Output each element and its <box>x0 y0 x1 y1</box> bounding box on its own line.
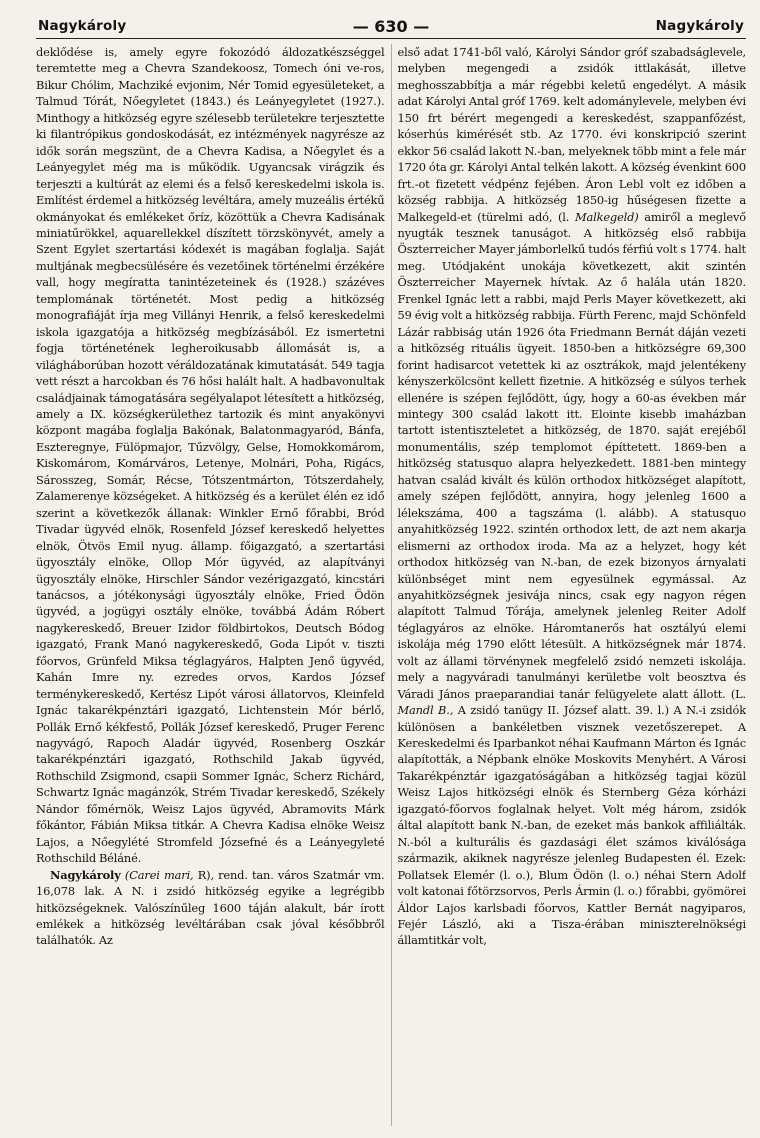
two-column-body <box>36 44 746 1126</box>
page-number: — 630 — <box>352 17 430 36</box>
right-column <box>391 44 747 1126</box>
right-italic-ref-1: Malkegeld) <box>574 209 639 224</box>
right-paragraph <box>398 44 747 949</box>
entry-alias: (Carei mari, <box>124 867 194 882</box>
right-italic-ref-2: Mandl B., <box>397 703 454 718</box>
right-text-part-1: első adat 1741-ből való, Károlyi Sándor gróf szabadságlevele, melyben megengedi a zsidók ittlakását, illetve meghosszabbítja a már régebbi keletű engedélyt. A másik adat Károlyi Antal gróf 1769. kelt adománylevele, melyben évi 150 frt bérért megengedi a kereskedést, szappanfőzést, kóserhús kimérését stb. Az 1770. évi konskripció szerint ekkor 56 család lakott N.-ban, melyeknek több mint a fele már 1720 óta gr. Károlyi Antal telkén lakott. A község évenkint 600 frt.-ot fizetett védpénz fejében. Áron Lebl volt ez időben a község rabbija. A hitközség 1850-ig hűségesen fizette a Malkegeld-et (türelmi adó, (l. <box>397 45 746 224</box>
left-paragraph-continued: deklődése is, amely egyre fokozódó áldozatkészséggel teremtette meg a Chevra Szandekoosz, Tomech óni ve-ros, Bikur Chólim, Machziké evjonim, Nér Tomid egyesületeket, a Talmud Tórát, Nőegyletet (1843.) és Leányegyletet (1927.). Minthogy a hitközség egyre szélesebb területekre terjesztette ki filantrópikus gondoskodását, ez intézmények nagyrésze az idők során megszünt, de a Chevra Kadisa, a Nőegylet és a Leányegylet még ma is működik. Ugyancsak virágzik és terjeszti a kultúrát az elemi és a felső kereskedelmi iskola is. Említést érdemel a hitközség levéltára, amely muzeális értékű okmányokat és emlékeket őríz, közöttük a Chevra Kadisának miniatűrökkel, aquarellekkel díszített törzskönyvét, amely a Szent Egylet szertartási kódexét is magában foglalja. Saját multjának megbecsülésére és vezetőinek történelmi érzékére vall, hogy megíratta tanintézeteinek és (1928.) százéves templomának történetét. Most pedig a hitközség monografiáját írja meg Villányi Henrik, a felső kereskedelmi iskola igazgatója a hitközség megbízásából. Ez ismertetni fogja történetének legheroikusabb állomását is, a világháborúban hozott véráldozatának kimutatását. 549 tagja vett részt a harcokban és 76 hősi halált halt. A hadbavonultak családjainak támogatására segélyalapot létesített a hitközség, amely a IX. községkerülethez tartozik és mint anyakönyvi központ magába foglalja Bakónak, Balatonmagyaród, Bánfa, Eszteregnye, Fülöpmajor, Tűzvölgy, Gelse, Homokkomárom, Kiskomárom, Komárváros, Letenye, Molnári, Poha, Rigács, Sárosszeg, Somár, Récse, Tótszentmárton, Tótszerdahely, Zalamerenye községeket. A hitközség és a kerület élén ez idő szerint a következők állanak: Winkler Ernő főrabbi, Bród Tivadar ügyvéd elnök, Rosenfeld József kereskedő helyettes elnök, Ötvös Emil nyug. államp. főigazgató, a szertartási ügyosztály elnöke, Ollop Mór ügyvéd, az alapítványi ügyosztály elnöke, Hirschler Sándor vezérigazgató, kincstári tanácsos, a jótékonysági ügyosztály elnöke, Fried Ödön ügyvéd, a jogügyi osztály elnöke, továbbá Ádám Róbert nagykereskedő, Breuer Izidor földbirtokos, Deutsch Bódog igazgató, Frank Manó nagykereskedő, Goda Lipót v. tiszti főorvos, Grünfeld Miksa téglagyáros, Halpten Jenő ügyvéd, Kahán Imre ny. ezredes orvos, Kardos József terménykereskedő, Kertész Lipót városi állatorvos, Kleinfeld Ignác takarékpénztári igazgató, Lichtenstein Mór bérlő, Pollák Ernő kékfestő, Pollák József kereskedő, Pruger Ferenc nagyvágó, Rapoch Aladár ügyvéd, Rosenberg Oszkár takarékpénztári igazgató, Rothschild Jakab ügyvéd, Rothschild Zsigmond, csapii Sommer Ignác, Scherz Richárd, Schwartz Ignác magánzók, Strém Tivadar kereskedő, Székely Nándor főmérnök, Weisz Lajos ügyvéd, Abramovits Márk főkántor, Fábián Miksa titkár. A Chevra Kadisa elnöke Weisz Lajos, a Nőegylété Stromfeld Józsefné és a Leányegyleté Rothschild Béláné. <box>36 45 385 866</box>
right-text-part-3: A zsidó tanügy II. József alatt. 39. l.) A N.-i zsidók különösen a bankéletben visznek vezetőszerepet. A Kereskedelmi és Iparbankot néhai Kaufmann Márton és Ignác alapították, a Népbank elnöke Moskovits Menyhért. A Városi Takarékpénztár igazgatóságában a hitközség tagjai közül Weisz Lajos hitközségi elnök és Sternberg Géza kórházi igazgató-főorvos foglalnak helyet. Volt még három, zsidók által alapított bank N.-ban, de ezeket más bankok affiliálták. N.-ból a kulturális és gazdasági élet számos kiválósága származik, akiknek nagyrésze jelenleg Budapesten él. Ezek: Pollatsek Elemér (l. o.), Blum Ödön (l. o.) néhai Stern Adolf volt katonai főtörzsorvos, Perls Ármin (l. o.) főrabbi, gyömörei Áldor Lajos karlsbadi főorvos, Kattler Bernát nagyiparos, Fejér László, aki a Tisza-érában miniszterelnökségi államtitkár volt, <box>397 703 746 948</box>
header-left-title: Nagykároly <box>38 18 127 34</box>
entry-nagykaroly <box>36 867 385 949</box>
entry-title: Nagykároly <box>50 867 121 882</box>
header-right-title: Nagykároly <box>655 18 744 34</box>
running-header <box>36 14 746 39</box>
left-column <box>36 44 391 1126</box>
right-text-part-2: amiről a meglevő nyugták tesznek tanuságot. A hitközség első rabbija Öszterreicher Mayer jámborlelkű tudós férfiú volt s 1774. halt meg. Utódjaként unokája következett, akit szintén Öszterreicher Mayernek hívtak. Az ő halála után 1820. Frenkel Ignác lett a rabbi, majd Perls Mayer következett, aki 59 évig volt a hitközség rabbija. Fürth Ferenc, majd Schönfeld Lázár rabbiság után 1926 óta Friedmann Bernát dáján vezeti a hitközség rituális ügyeit. 1850-ben a hitközségre 69,300 forint hadisarcot vetettek ki az osztrákok, majd jelentékeny kényszerkölcsönt kellett fizetnie. A hitközség e súlyos terhek ellenére is szépen fejlődött, úgy, hogy a 60-as években már mintegy 300 család lakott itt. Elointe kisebb imaházban tartott istentiszteletet a hitközség, de 1870. saját erejéből monumentális, szép templomot építtetett. 1869-ben a hitközség statusquo alapra helyezkedett. 1881-ben mintegy hatvan család kivált és külön orthodox hitközséget alapított, amely szépen fejlődött, annyira, hogy jelenleg 1600 a lélekszáma, 400 a tagszáma (l. alább). A statusquo anyahitközség 1922. szintén orthodox lett, de azt nem akarja elismerni az orthodox iroda. Ma az a helyzet, hogy két orthodox hitközség van N.-ban, de ezek bizonyos árnyalati különbséget mint nem egyesülnek egymással. Az anyahitközségnek jesivája nincs, csak egy nagyon régen alapított Talmud Tórája, amelynek jelenleg Reiter Adolf téglagyáros az elnöke. Háromtanerős hat osztályú elemi iskolája még 1790 előtt létesült. A hitközségnek már 1874. volt az állami törvénynek megfelelő zsidó nemzeti iskolája. mely a nagyváradi tanulmányi kerületbe volt beosztva és Váradi János praeparandiai tanár felügyelete alatt állott. (L. <box>397 209 746 701</box>
entry-body: R), rend. tan. város Szatmár vm. 16,078 lak. A N. i zsidó hitközség egyike a legrégibb hitközségeknek. Valószínűleg 1600 táján alakult, bár írott emlékek a hitközség levéltárában csak jóval későbbről találhatók. Az <box>36 867 385 948</box>
